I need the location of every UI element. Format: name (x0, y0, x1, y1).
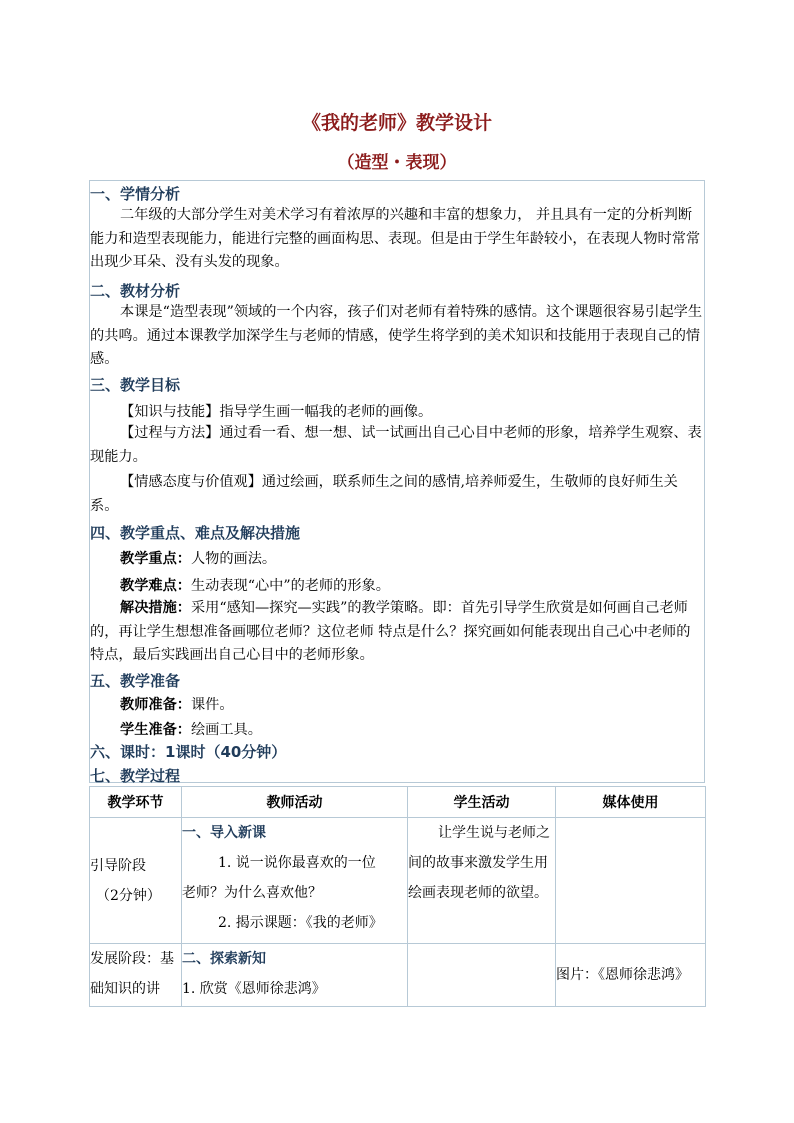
section-heading-teaching-goals: 三、教学目标 (90, 376, 181, 394)
stage-duration: （2分钟） (96, 888, 161, 904)
student-preparation: 学生准备：绘画工具。 (120, 722, 262, 738)
section-heading-preparation: 五、教学准备 (90, 672, 181, 690)
section-heading-class-hours: 六、课时：1课时（40分钟） (90, 743, 287, 761)
goal-knowledge-skill: 【知识与技能】指导学生画一幅我的老师的画像。 (120, 404, 433, 420)
header-stage: 教学环节 (90, 787, 182, 818)
stage-name: 引导阶段 (90, 858, 146, 874)
teacher-activity-title: 一、导入新课 (182, 825, 266, 841)
header-student-activity: 学生活动 (408, 787, 556, 818)
stage-cell (90, 944, 182, 1007)
header-teacher-activity: 教师活动 (182, 787, 408, 818)
teacher-activity-item: 2. 揭示课题：《我的老师》 (218, 915, 383, 931)
section-heading-material-analysis: 二、教材分析 (90, 282, 181, 300)
section-heading-learner-analysis: 一、学情分析 (90, 185, 181, 203)
table-header-row (90, 787, 706, 818)
stage-name-cont: 础知识的讲 (90, 981, 160, 997)
media-cell (556, 818, 706, 944)
key-point: 教学重点：人物的画法。 (120, 551, 277, 567)
table-row (90, 944, 706, 1007)
student-activity-cell (408, 818, 556, 944)
table-row (90, 818, 706, 944)
goal-process-method: 【过程与方法】通过看一看、想一想、试一试画出自己心目中老师的形象，培养学生观察、表现能力。 (90, 425, 702, 465)
header-media: 媒体使用 (556, 787, 706, 818)
teaching-process-table (89, 786, 706, 1007)
student-activity-cell (408, 944, 556, 1007)
document-title: 《我的老师》教学设计 (301, 112, 492, 134)
stage-cell (90, 818, 182, 944)
student-activity-text: 让学生说与老师之间的故事来激发学生用绘画表现老师的欲望。 (408, 825, 550, 901)
section-heading-teaching-process: 七、教学过程 (90, 767, 181, 785)
paragraph-material-analysis: 本课是“造型表现”领域的一个内容，孩子们对老师有着特殊的感情。这个课题很容易引起学生的共鸣。通过本课教学加深学生与老师的情感，使学生将学到的美术知识和技能用于表现自己的情感。 (90, 304, 703, 367)
stage-name: 发展阶段：基 (90, 951, 174, 967)
teacher-activity-item: 1. 说一说你最喜欢的一位 (218, 855, 376, 871)
section-heading-key-points: 四、教学重点、难点及解决措施 (90, 524, 301, 542)
teacher-activity-cell (182, 818, 408, 944)
teacher-activity-cell (182, 944, 408, 1007)
media-cell (556, 944, 706, 1007)
goal-emotion-values: 【情感态度与价值观】通过绘画，联系师生之间的感情,培养师爱生，生敬师的良好师生关系。 (90, 474, 678, 514)
solution-measures: 解决措施：采用“感知—探究—实践”的教学策略。即：首先引导学生欣赏是如何画自己老师的，再让学生想想准备画哪位老师？这位老师 特点是什么？探究画如何能表现出自己心中老师的特点，最后实践画出自己心目中的老师形象。 (90, 600, 691, 663)
teacher-preparation: 教师准备：课件。 (120, 697, 234, 713)
teacher-activity-title: 二、探索新知 (182, 951, 266, 967)
document-subtitle: （造型・表现） (337, 153, 457, 173)
difficult-point: 教学难点：生动表现“心中”的老师的形象。 (120, 578, 390, 594)
teacher-activity-item-cont: 老师？为什么喜欢他？ (182, 885, 322, 901)
teacher-activity-item: 1. 欣赏《恩师徐悲鸿》 (182, 981, 326, 997)
media-text: 图片：《恩师徐悲鸿》 (556, 967, 689, 983)
paragraph-learner-analysis: 二年级的大部分学生对美术学习有着浓厚的兴趣和丰富的想象力， 并且具有一定的分析判断能力和造型表现能力，能进行完整的画面构思、表现。但是由于学生年龄较小，在表现人物时常常出现少耳朵、没有头发的现象。 (90, 207, 701, 270)
